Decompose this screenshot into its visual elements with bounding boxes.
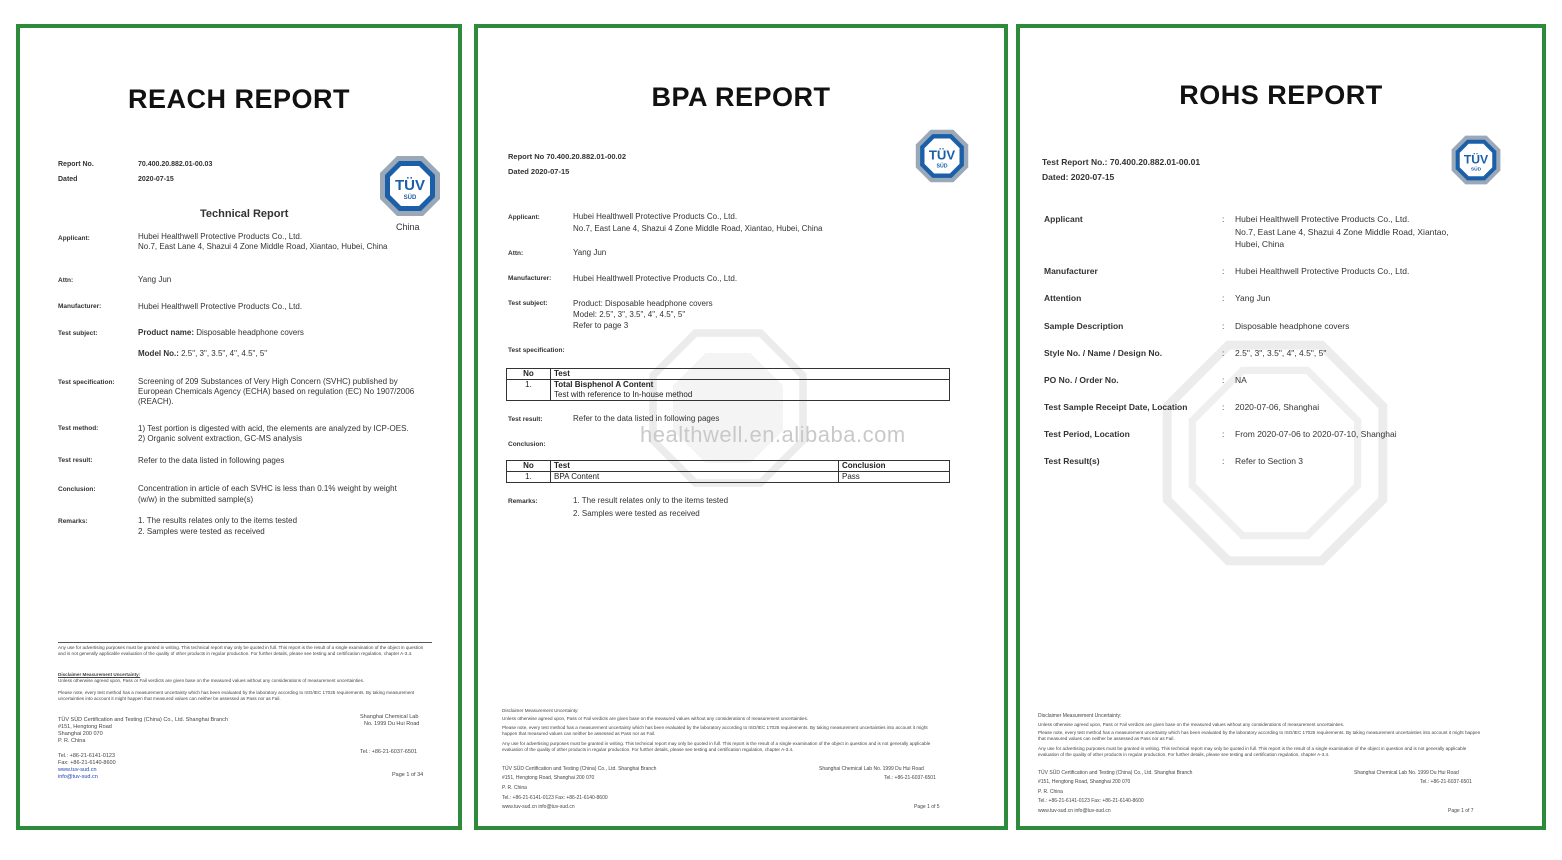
reach-manufacturer-label: Manufacturer:: [58, 303, 102, 310]
bpa-remarks-label: Remarks:: [508, 498, 538, 505]
reach-divider: [58, 642, 432, 643]
bpa-subject-label: Test subject:: [508, 300, 548, 307]
bpa-fine-3: Any use for advertising purposes must be granted in writing. This technical report may only be quoted in full. This report is the result of a single examination of the object in question and is not generally applicable evaluation of the quality of other products in regular production. For further details, please see testing and certification regulation, chapter A-3.4.: [502, 741, 931, 752]
bpa-attn: Yang Jun: [573, 248, 607, 257]
rohs-title: ROHS REPORT: [1179, 80, 1383, 110]
reach-product-name: Disposable headphone covers: [196, 328, 304, 337]
rohs-row-value: Hubei Healthwell Protective Products Co., Ltd.: [1235, 266, 1410, 276]
bpa-page: Page 1 of 5: [914, 804, 940, 810]
reach-tel: Tel.: +86-21-6141-0123: [58, 753, 116, 759]
reach-fine-head: Disclaimer Measurement Uncertainty:: [58, 672, 141, 677]
reach-fax: Fax: +86-21-6140-8600: [58, 760, 116, 766]
bpa-result-label: Test result:: [508, 416, 543, 423]
reach-method-1: 1) Test portion is digested with acid, the elements are analyzed by ICP-OES.: [138, 424, 409, 433]
rohs-row-label: Sample Description: [1044, 321, 1124, 331]
reach-dated: 2020-07-15: [138, 176, 174, 183]
rohs-row-value: 2.5", 3", 3.5", 4", 4.5", 5": [1235, 348, 1327, 358]
rohs-row-colon: :: [1222, 456, 1225, 466]
svg-text:SÜD: SÜD: [936, 163, 948, 170]
reach-report-no: 70.400.20.882.01-00.03: [138, 161, 213, 168]
rohs-report-panel: [1016, 24, 1546, 830]
rohs-row-label: Test Result(s): [1044, 456, 1100, 466]
bpa-applicant-2: No.7, East Lane 4, Shazui 4 Zone Middle Road, Xiantao, Hubei, China: [573, 224, 823, 233]
rohs-row-colon: :: [1222, 402, 1225, 412]
rohs-row-label: Style No. / Name / Design No.: [1044, 348, 1163, 358]
bpa-t1-no-header: No: [507, 369, 551, 380]
reach-model-line: [138, 349, 267, 359]
reach-title: REACH REPORT: [127, 84, 350, 114]
reach-addr-2: #151, Hengtong Road: [58, 724, 112, 730]
rohs-fine-1: Unless otherwise agreed upon, Pass or Fail verdicts are given base on the measured values without any considerations of measurement uncertainties.: [1038, 722, 1345, 727]
bpa-applicant-label: Applicant:: [508, 214, 540, 221]
bpa-lab-1: Shanghai Chemical Lab No. 1999 Du Hui Road: [819, 766, 924, 772]
rohs-row-value: Hubei, China: [1235, 239, 1285, 249]
svg-text:SÜD: SÜD: [1470, 167, 1482, 173]
reach-spec-3: (REACH).: [138, 397, 174, 406]
reach-method-2: 2) Organic solvent extraction, GC-MS analysis: [138, 434, 303, 443]
reach-applicant-2: No.7, East Lane 4, Shazui 4 Zone Middle Road, Xiantao, Hubei, China: [138, 242, 388, 251]
svg-text:TÜV: TÜV: [928, 147, 956, 163]
bpa-lab-2: Tel.: +86-21-6037-6501: [884, 775, 936, 781]
bpa-t1-row-test-name: Total Bisphenol A Content: [554, 380, 654, 389]
reach-spec-2: European Chemicals Agency (ECHA) based on regulation (EC) No 1907/2006: [138, 387, 415, 396]
reach-report-panel: [16, 24, 462, 830]
reach-technical-report-heading: Technical Report: [200, 208, 289, 220]
reach-product-name-label: Product name:: [138, 328, 195, 337]
reach-model: 2.5", 3", 3.5", 4", 4.5", 5": [181, 349, 268, 358]
reach-fine-3: Please note, every test method has a measurement uncertainty which has been evaluated by the laboratory according to ISO/IEC 17025 requirements. By taking measurement uncertainties into account it might happen that measured values can neither be assessed as Pass nor as Fail.: [58, 690, 415, 701]
rohs-fine-2: Please note, every test method has a measurement uncertainty which has been evaluated by the laboratory according to ISO/IEC 17025 requirements. By taking measurement uncertainties into account it might happen that measured values can neither be assessed as Pass nor as Fail.: [1038, 730, 1481, 741]
reach-fine-2: Unless otherwise agreed upon, Pass or Fail verdicts are given base on the measured values without any considerations of measurement uncertainties.: [58, 678, 365, 683]
rohs-row-colon: :: [1222, 348, 1225, 358]
reach-fine-1: Any use for advertising purposes must be granted in writing. This technical report may only be quoted in full. This report is the result of a single examination of the object in question and is not generally applicable evaluation of the quality of other products in regular production. For further details, please see testing and certification regulation, chapter A-3.4.: [58, 645, 424, 656]
rohs-addr-3: P. R. China: [1038, 789, 1063, 795]
bpa-t2-row-test: BPA Content: [551, 472, 839, 483]
bpa-dated: Dated 2020-07-15: [508, 167, 570, 176]
tuv-logo-icon: [914, 128, 970, 184]
rohs-row-label: Manufacturer: [1044, 266, 1098, 276]
reach-conclusion-1: Concentration in article of each SVHC is less than 0.1% weight by weight: [138, 484, 397, 493]
rohs-addr-1: TÜV SÜD Certification and Testing (China) Co., Ltd. Shanghai Branch: [1038, 770, 1193, 776]
rohs-row-colon: :: [1222, 266, 1225, 276]
svg-text:TÜV: TÜV: [395, 177, 425, 194]
reach-addr-3: Shanghai 200 070: [58, 731, 103, 737]
bpa-remark-1: 1. The result relates only to the items tested: [573, 496, 729, 505]
reach-email-link[interactable]: info@tuv-sud.cn: [58, 774, 98, 780]
bpa-fine-head: Disclaimer Measurement Uncertainty:: [502, 708, 579, 713]
reach-conclusion-2: (w/w) in the submitted sample(s): [138, 495, 254, 504]
bpa-t2-conclusion-header: Conclusion: [839, 461, 950, 472]
rohs-row-value: No.7, East Lane 4, Shazui 4 Zone Middle Road, Xiantao,: [1235, 226, 1449, 237]
bpa-remark-2: 2. Samples were tested as received: [573, 509, 700, 518]
bpa-subject-2: Model: 2.5", 3", 3.5", 4", 4.5", 5": [573, 310, 686, 319]
bpa-applicant-1: Hubei Healthwell Protective Products Co., Ltd.: [573, 212, 738, 221]
rohs-dated: Dated: 2020-07-15: [1042, 172, 1115, 182]
bpa-title: BPA REPORT: [651, 82, 831, 112]
tuv-logo-icon: [378, 154, 442, 218]
rohs-addr-5: www.tuv-sud.cn info@tuv-sud.cn: [1038, 808, 1111, 814]
reach-conclusion-label: Conclusion:: [58, 486, 96, 493]
rohs-report-no: Test Report No.: 70.400.20.882.01-00.01: [1042, 157, 1201, 167]
bpa-t1-test-header: Test: [551, 369, 950, 380]
rohs-fine-3: Any use for advertising purposes must be granted in writing. This technical report may only be quoted in full. This report is the result of a single examination of the object in question and is not generally applicable evaluation of the quality of other products in regular production. For further details, please see testing and certification regulation, chapter A-3.4.: [1038, 746, 1467, 757]
rohs-row-colon: :: [1222, 375, 1225, 385]
bpa-spec-label: Test specification:: [508, 347, 565, 354]
bpa-manufacturer-label: Manufacturer:: [508, 275, 552, 282]
bpa-manufacturer: Hubei Healthwell Protective Products Co., Ltd.: [573, 274, 738, 283]
bpa-conclusion-label: Conclusion:: [508, 441, 546, 448]
rohs-row-label: Test Sample Receipt Date, Location: [1044, 402, 1188, 412]
bpa-spec-table: [506, 368, 950, 401]
rohs-row-label: PO No. / Order No.: [1044, 375, 1119, 385]
rohs-lab-2: Tel.: +86-21-6037-6501: [1420, 779, 1472, 785]
reach-remarks-label: Remarks:: [58, 518, 88, 525]
tuv-watermark-icon: [1160, 338, 1390, 568]
reach-applicant-label: Applicant:: [58, 235, 90, 242]
reach-attn: Yang Jun: [138, 275, 172, 284]
rohs-lab-1: Shanghai Chemical Lab No. 1999 Du Hui Road: [1354, 770, 1459, 776]
rohs-row-colon: :: [1222, 214, 1225, 224]
bpa-t1-row-ref: Test with reference to In-house method: [554, 390, 693, 399]
reach-addr-4: P. R. China: [58, 738, 86, 744]
rohs-row-value: Yang Jun: [1235, 293, 1271, 303]
bpa-t2-no-header: No: [507, 461, 551, 472]
bpa-fine-2: Please note, every test method has a measurement uncertainty which has been evaluated by the laboratory according to ISO/IEC 17025 requirements. By taking measurement uncertainties into account it might happen that measured values can neither be assessed as Pass nor as Fail.: [502, 725, 928, 736]
rohs-row-label: Applicant: [1044, 214, 1083, 224]
bpa-t2-row-no: 1.: [507, 472, 551, 483]
reach-remark-2: 2. Samples were tested as received: [138, 527, 265, 536]
svg-text:TÜV: TÜV: [1463, 152, 1489, 167]
rohs-row-value: 2020-07-06, Shanghai: [1235, 402, 1320, 412]
reach-web-link[interactable]: www.tuv-sud.cn: [58, 767, 97, 773]
reach-spec-label: Test specification:: [58, 379, 115, 386]
bpa-addr-2: #151, Hengtong Road, Shanghai 200 070: [502, 775, 595, 781]
bpa-subject-3: Refer to page 3: [573, 321, 629, 330]
reach-dated-label: Dated: [58, 176, 78, 183]
bpa-report-no: Report No 70.400.20.882.01-00.02: [508, 152, 626, 161]
rohs-row-colon: :: [1222, 429, 1225, 439]
bpa-watermark-text: healthwell.en.alibaba.com: [640, 422, 906, 447]
bpa-addr-3: P. R. China: [502, 785, 527, 791]
bpa-result: Refer to the data listed in following pages: [573, 414, 720, 423]
rohs-row-label: Attention: [1044, 293, 1082, 303]
bpa-addr-5: www.tuv-sud.cn info@tuv-sud.cn: [502, 804, 575, 810]
bpa-t1-row-no: 1.: [507, 380, 551, 401]
bpa-report-panel: [474, 24, 1008, 830]
rohs-row-colon: :: [1222, 293, 1225, 303]
bpa-t2-row-conclusion: Pass: [839, 472, 950, 483]
bpa-addr-4: Tel.: +86-21-6141-0123 Fax: +86-21-6140-8600: [502, 795, 608, 801]
bpa-addr-1: TÜV SÜD Certification and Testing (China) Co., Ltd. Shanghai Branch: [502, 766, 657, 772]
reach-addr-1: TÜV SÜD Certification and Testing (China) Co., Ltd. Shanghai Branch: [58, 717, 228, 723]
reach-product-line: [138, 328, 304, 338]
svg-text:SÜD: SÜD: [403, 195, 417, 201]
bpa-attn-label: Attn:: [508, 250, 524, 257]
reach-page: Page 1 of 34: [392, 772, 424, 778]
rohs-addr-2: #151, Hengtong Road, Shanghai 200 070: [1038, 779, 1131, 785]
rohs-row-value: Hubei Healthwell Protective Products Co., Ltd.: [1235, 214, 1410, 224]
reach-china-label: China: [396, 222, 420, 232]
rohs-row-label: Test Period, Location: [1044, 429, 1130, 439]
rohs-row-colon: :: [1222, 321, 1225, 331]
reach-report-no-label: Report No.: [58, 161, 94, 168]
bpa-conclusion-table: [506, 460, 950, 483]
rohs-row-value: NA: [1235, 375, 1247, 385]
reach-result-label: Test result:: [58, 457, 93, 464]
rohs-row-value: Refer to Section 3: [1235, 456, 1304, 466]
reach-attn-label: Attn:: [58, 277, 74, 284]
rohs-addr-4: Tel.: +86-21-6141-0123 Fax: +86-21-6140-8600: [1038, 798, 1144, 804]
bpa-t2-test-header: Test: [551, 461, 839, 472]
bpa-fine-1: Unless otherwise agreed upon, Pass or Fail verdicts are given base on the measured values without any considerations of measurement uncertainties.: [502, 716, 809, 721]
reach-spec-1: Screening of 209 Substances of Very High Concern (SVHC) published by: [138, 377, 398, 386]
rohs-row-value: From 2020-07-06 to 2020-07-10, Shanghai: [1235, 429, 1397, 439]
reach-lab-2: No. 1999 Du Hui Road: [364, 721, 420, 727]
reach-remark-1: 1. The results relates only to the items tested: [138, 516, 298, 525]
tuv-logo-icon: [1450, 134, 1502, 186]
reach-subject-label: Test subject:: [58, 330, 98, 337]
reach-lab-1: Shanghai Chemical Lab: [360, 714, 419, 720]
reach-model-label: Model No.:: [138, 349, 179, 358]
rohs-fine-head: Disclaimer Measurement Uncertainty:: [1038, 713, 1122, 719]
reach-tel2: Tel.: +86-21-6037-6501: [360, 749, 418, 755]
rohs-page: Page 1 of 7: [1448, 808, 1474, 814]
reach-method-label: Test method:: [58, 425, 99, 432]
reach-result: Refer to the data listed in following pages: [138, 456, 285, 465]
reach-manufacturer: Hubei Healthwell Protective Products Co., Ltd.: [138, 302, 303, 311]
bpa-t1-row-test: [551, 380, 950, 401]
bpa-subject-1: Product: Disposable headphone covers: [573, 299, 713, 308]
reach-applicant-1: Hubei Healthwell Protective Products Co., Ltd.: [138, 232, 303, 241]
rohs-row-value: Disposable headphone covers: [1235, 321, 1350, 331]
